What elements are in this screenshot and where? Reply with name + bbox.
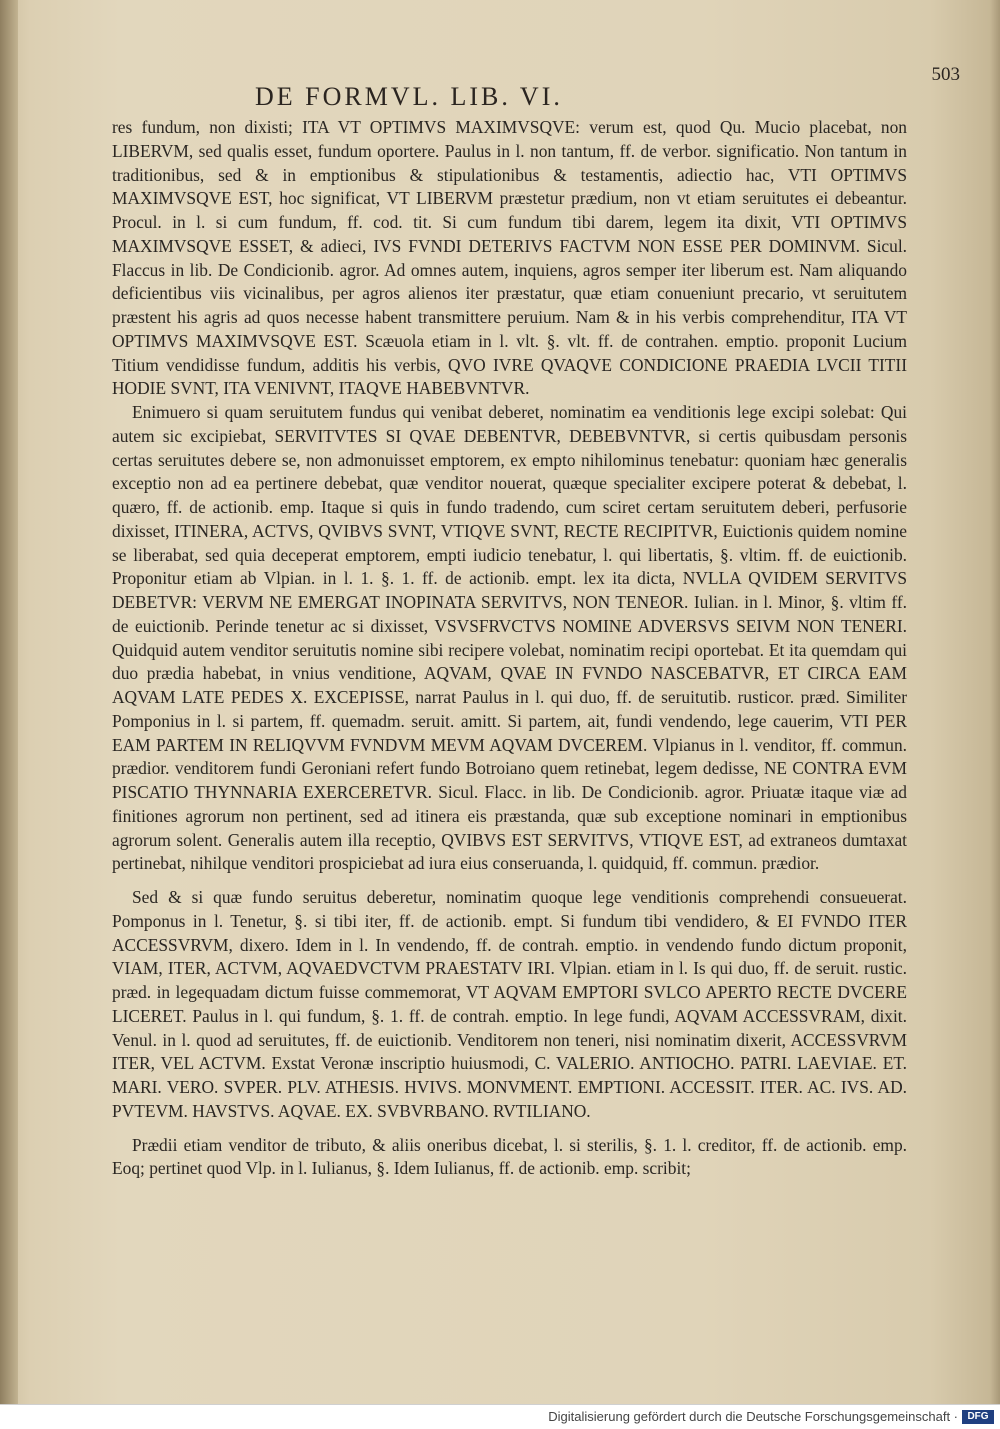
- running-head: DE FORMVL. LIB. VI.: [255, 82, 563, 111]
- paragraph-3: Sed & si quæ fundo seruitus deberetur, nominatim quoque lege venditionis comprehendi consueuerat. Pomponus in l. Tenetur, §. si tibi iter, ff. de actionib. empt. Si fundum tibi vendidero, & EI FVNDO ITER ACCESSVRVM, dixero. Idem in l. In vendendo, ff. de contrah. emptio. in vendendo fundo dictum proponit, VIAM, ITER, ACTVM, AQVAEDVCTVM PRAESTATV IRI. Vlpian. etiam in l. Is qui duo, ff. de seruit. rustic. præd. in legequadam dictum fuisse commemorat, VT AQVAM EMPTORI SVLCO APERTO RECTE DVCERE LICERET. Paulus in l. qui fundum, §. 1. ff. de contrah. emptio. In lege fundi, AQVAM ACCESSVRAM, dixit. Venul. in l. quod ad seruitutes, ff. de euictionib. Venditorem non teneri, nisi nominatim dixerit, ACCESSVRVM ITER, VEL ACTVM. Exstat Veronæ inscriptio huiusmodi, C. VALERIO. ANTIOCHO. PATRI. LAEVIAE. ET. MARI. VERO. SVPER. PLV. ATHESIS. HVIVS. MONVMENT. EMPTIONI. ACCESSIT. ITER. AC. IVS. AD. PVTEVM. HAVSTVS. AQVAE. EX. SVBVRBANO. RVTILIANO.: [112, 887, 907, 1121]
- paragraph-4: Prædii etiam venditor de tributo, & aliis oneribus dicebat, l. si sterilis, §. 1. l. creditor, ff. de actionib. emp. Eoq; pertinet quod Vlp. in l. Iulianus, §. Idem Iulianus, ff. de actionib. emp. scribit;: [112, 1134, 907, 1179]
- dfg-logo-icon: DFG: [962, 1410, 994, 1424]
- footer-bar: [0, 1404, 1000, 1429]
- body-text: [112, 116, 907, 1181]
- funding-credit: Digitalisierung gefördert durch die Deutsche Forschungsgemeinschaft ·: [548, 1409, 958, 1424]
- page-number: 503: [931, 64, 960, 85]
- paragraph-2: Enimuero si quam seruitutem fundus qui venibat deberet, nominatim ea venditionis lege excipi solebat: Qui autem sic excipiebat, SERVITVTES SI QVAE DEBENTVR, DEBEBVNTVR, si certis quibusdam personis certas seruitutes debere se, non admonuisset emptorem, ex empto nihilominus tenebatur: quoniam hæc generalis exceptio non ad ea pertinere debebat, quæ venditor nouerat, quæque specialiter excipere poterat & debebat, l. quæro, ff. de actionib. emp. Itaque si quis in fundo tradendo, cum sciret certam seruitutem deberi, perfusorie dixisset, ITINERA, ACTVS, QVIBVS SVNT, VTIQVE SVNT, RECTE RECIPITVR, Euictionis quidem nomine se liberabat, sed quia deceperat emptorem, empti iudicio tenebatur, l. qui libertatis, §. vltim. ff. de euictionib. Proponitur etiam ab Vlpian. in l. 1. §. 1. ff. de actionib. empt. lex ita dicta, NVLLA QVIDEM SERVITVS DEBETVR: VERVM NE EMERGAT INOPINATA SERVITVS, NON TENEOR. Iulian. in l. Minor, §. vltim ff. de euictionib. Perinde tenetur ac si dixisset, VSVSFRVCTVS NOMINE ADVERSVS SEIVM NON TENERI. Quidquid autem venditor seruitutis nomine sibi recipere volebat, nominatim recipi oportebat. Et ita quemdam qui duo prædia habebat, in vnius venditione, AQVAM, QVAE IN FVNDO NASCEBATVR, ET CIRCA EAM AQVAM LATE PEDES X. EXCEPISSE, narrat Paulus in l. qui duo, ff. de seruitutib. rusticor. præd. Similiter Pomponius in l. si partem, ff. quemadm. seruit. amitt. Si partem, ait, fundi vendendo, lege cauerim, VTI PER EAM PARTEM IN RELIQVVM FVNDVM MEVM AQVAM DVCEREM. Vlpianus in l. venditor, ff. commun. prædior. venditorem fundi Geroniani refert fundo Botroiano quem retinebat, legem dedisse, NE CONTRA EVM PISCATIO THYNNARIA EXERCERETVR. Sicul. Flacc. in lib. De Condicionib. agror. Priuatæ itaque viæ ad finitiones agrorum non pertinent, sed ad itinera eis præstanda, quæ sub exceptione nominari in emptionibus agrorum solent. Generalis autem illa receptio, QVIBVS EST SERVITVS, VTIQVE EST, ad extraneos dumtaxat pertinebat, nihilque venditori prospiciebat ad iura eius conseruanda, l. quidquid, ff. commun. prædior.: [112, 402, 907, 874]
- paragraph-1: res fundum, non dixisti; ITA VT OPTIMVS MAXIMVSQVE: verum est, quod Qu. Mucio placebat, non LIBERVM, sed qualis esset, fundum oportere. Paulus in l. non tantum, ff. de verbor. significatio. Non tantum in traditionibus, sed & in emptionibus & stipulationibus & testamentis, adiectio hac, VTI OPTIMVS MAXIMVSQVE EST, hoc significat, VT LIBERVM præstetur prædium, non vt etiam seruitutes ei debeantur. Procul. in l. si cum fundum, ff. cod. tit. Si cum fundum tibi darem, legem ita dixit, VTI OPTIMVS MAXIMVSQVE ESSET, & adieci, IVS FVNDI DETERIVS FACTVM NON ESSE PER DOMINVM. Sicul. Flaccus in lib. De Condicionib. agror. Ad omnes autem, inquiens, agros semper iter liberum est. Nam aliquando deficientibus viis vicinalibus, per agros alienos iter præstatur, quæ etiam conueniunt precario, vt seruitutem præstent his agris ad quos necesse habent transmittere peruium. Nam & in his verbis comprehenditur, ITA VT OPTIMVS MAXIMVSQVE EST. Scæuola etiam in l. vlt. §. vlt. ff. de contrahen. emptio. proponit Lucium Titium vendidisse fundum, additis his verbis, QVO IVRE QVAQVE CONDICIONE PRAEDIA LVCII TITII HODIE SVNT, ITA VENIVNT, ITAQVE HABEBVNTVR.: [112, 117, 907, 399]
